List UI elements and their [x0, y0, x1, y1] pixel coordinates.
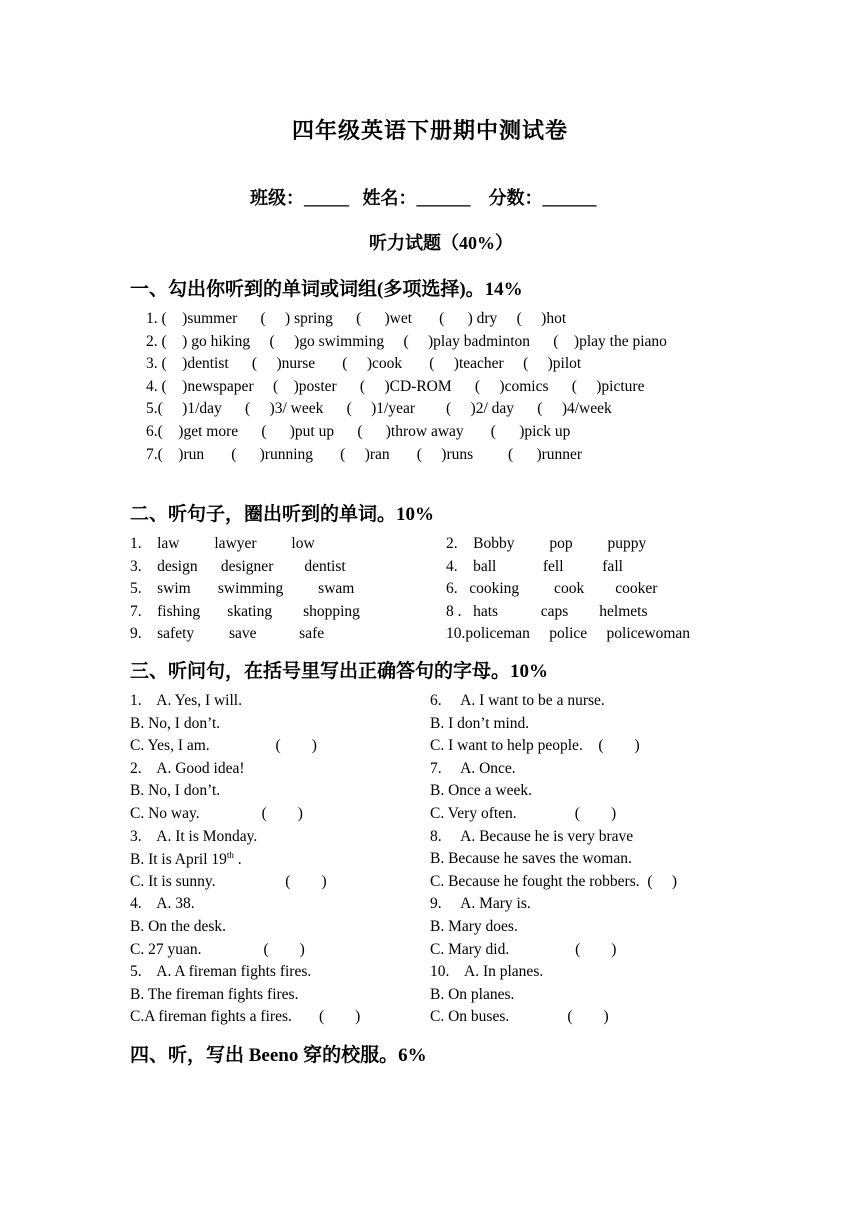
word-row: 5. swim swimming swam [130, 580, 355, 598]
answer-option: B. Mary does. [430, 918, 518, 935]
answer-option: 2. A. Good idea! [130, 759, 245, 777]
answer-option: 5. A. A fireman fights fires. [130, 963, 312, 981]
answer-option: C. Yes, I am. ( ) [130, 737, 317, 755]
answer-option: C.A fireman fights a fires. ( ) [130, 1008, 361, 1026]
answer-option: B. Once a week. [430, 782, 532, 800]
option-line: 2. ( ) go hiking ( )go swimming ( )play badminton ( )play the piano [146, 332, 667, 350]
option-line: 3. ( )dentist ( )nurse ( )cook ( )teacher ( )pilot [146, 355, 582, 373]
answer-option: B. On planes. [430, 985, 515, 1003]
section2-heading: 二、听句子，圈出听到的单词。10% [130, 504, 435, 525]
section3-heading: 三、听问句，在括号里写出正确答句的字母。10% [130, 661, 549, 682]
answer-option: 1. A. Yes, I will. [130, 692, 242, 709]
answer-option [130, 850, 242, 869]
answer-option: C. Very often. ( ) [430, 805, 617, 822]
option-line: 6.( )get more ( )put up ( )throw away ( )pick up [146, 423, 571, 440]
option-tail: . [233, 851, 242, 869]
student-info-line: 班级：_____ 姓名：______ 分数：______ [250, 188, 597, 208]
option-line: 5.( )1/day ( )3/ week ( )1/year ( )2/ day ( )4/week [146, 400, 612, 418]
answer-option: B. The fireman fights fires. [130, 985, 299, 1003]
answer-option: B. I don’t mind. [430, 714, 530, 732]
answer-option: B. On the desk. [130, 918, 227, 935]
word-row: 2. Bobby pop puppy [446, 535, 647, 552]
answer-option: 8. A. Because he is very brave [430, 827, 634, 845]
answer-option: C. No way. ( ) [130, 805, 303, 822]
answer-option: C. 27 yuan. ( ) [130, 940, 305, 958]
option-line: 1. ( )summer ( ) spring ( )wet ( ) dry ( )hot [146, 310, 567, 327]
page-title: 四年级英语下册期中测试卷 [291, 118, 568, 143]
option-line: 4. ( )newspaper ( )poster ( )CD-ROM ( )comics ( )picture [146, 377, 645, 395]
section1-heading: 一、勾出你听到的单词或词组(多项选择)。14% [130, 279, 523, 300]
answer-option: 6. A. I want to be a nurse. [430, 692, 605, 709]
word-row: 6. cooking cook cooker [446, 580, 658, 598]
listening-heading: 听力试题（40%） [369, 233, 513, 253]
word-row: 3. design designer dentist [130, 557, 346, 575]
answer-option: 9. A. Mary is. [430, 895, 531, 913]
answer-option: C. On buses. ( ) [430, 1008, 609, 1026]
answer-option: 7. A. Once. [430, 759, 516, 777]
option-line: 7.( )run ( )running ( )ran ( )runs ( )runner [146, 445, 583, 463]
answer-option: B. No, I don’t. [130, 782, 221, 800]
word-row: 9. safety save safe [130, 625, 325, 643]
answer-option: B. Because he saves the woman. [430, 850, 632, 868]
answer-option: C. I want to help people. ( ) [430, 737, 640, 755]
word-row: 10.policeman police policewoman [446, 625, 691, 643]
answer-option: C. It is sunny. ( ) [130, 872, 327, 890]
answer-option: C. Mary did. ( ) [430, 940, 617, 958]
word-row: 4. ball fell fall [446, 557, 623, 575]
word-row: 8 . hats caps helmets [446, 602, 648, 620]
option-text: B. It is April 19 [130, 851, 227, 869]
answer-option: 4. A. 38. [130, 895, 195, 913]
answer-option: 10. A. In planes. [430, 963, 544, 981]
section4-heading: 四、听，写出 Beeno 穿的校服。6% [130, 1045, 427, 1066]
answer-option: C. Because he fought the robbers. ( ) [430, 872, 678, 890]
ordinal-suffix: th [226, 850, 234, 861]
answer-option: B. No, I don’t. [130, 714, 221, 732]
answer-option: 3. A. It is Monday. [130, 827, 258, 845]
word-row: 7. fishing skating shopping [130, 602, 360, 620]
word-row: 1. law lawyer low [130, 535, 315, 552]
